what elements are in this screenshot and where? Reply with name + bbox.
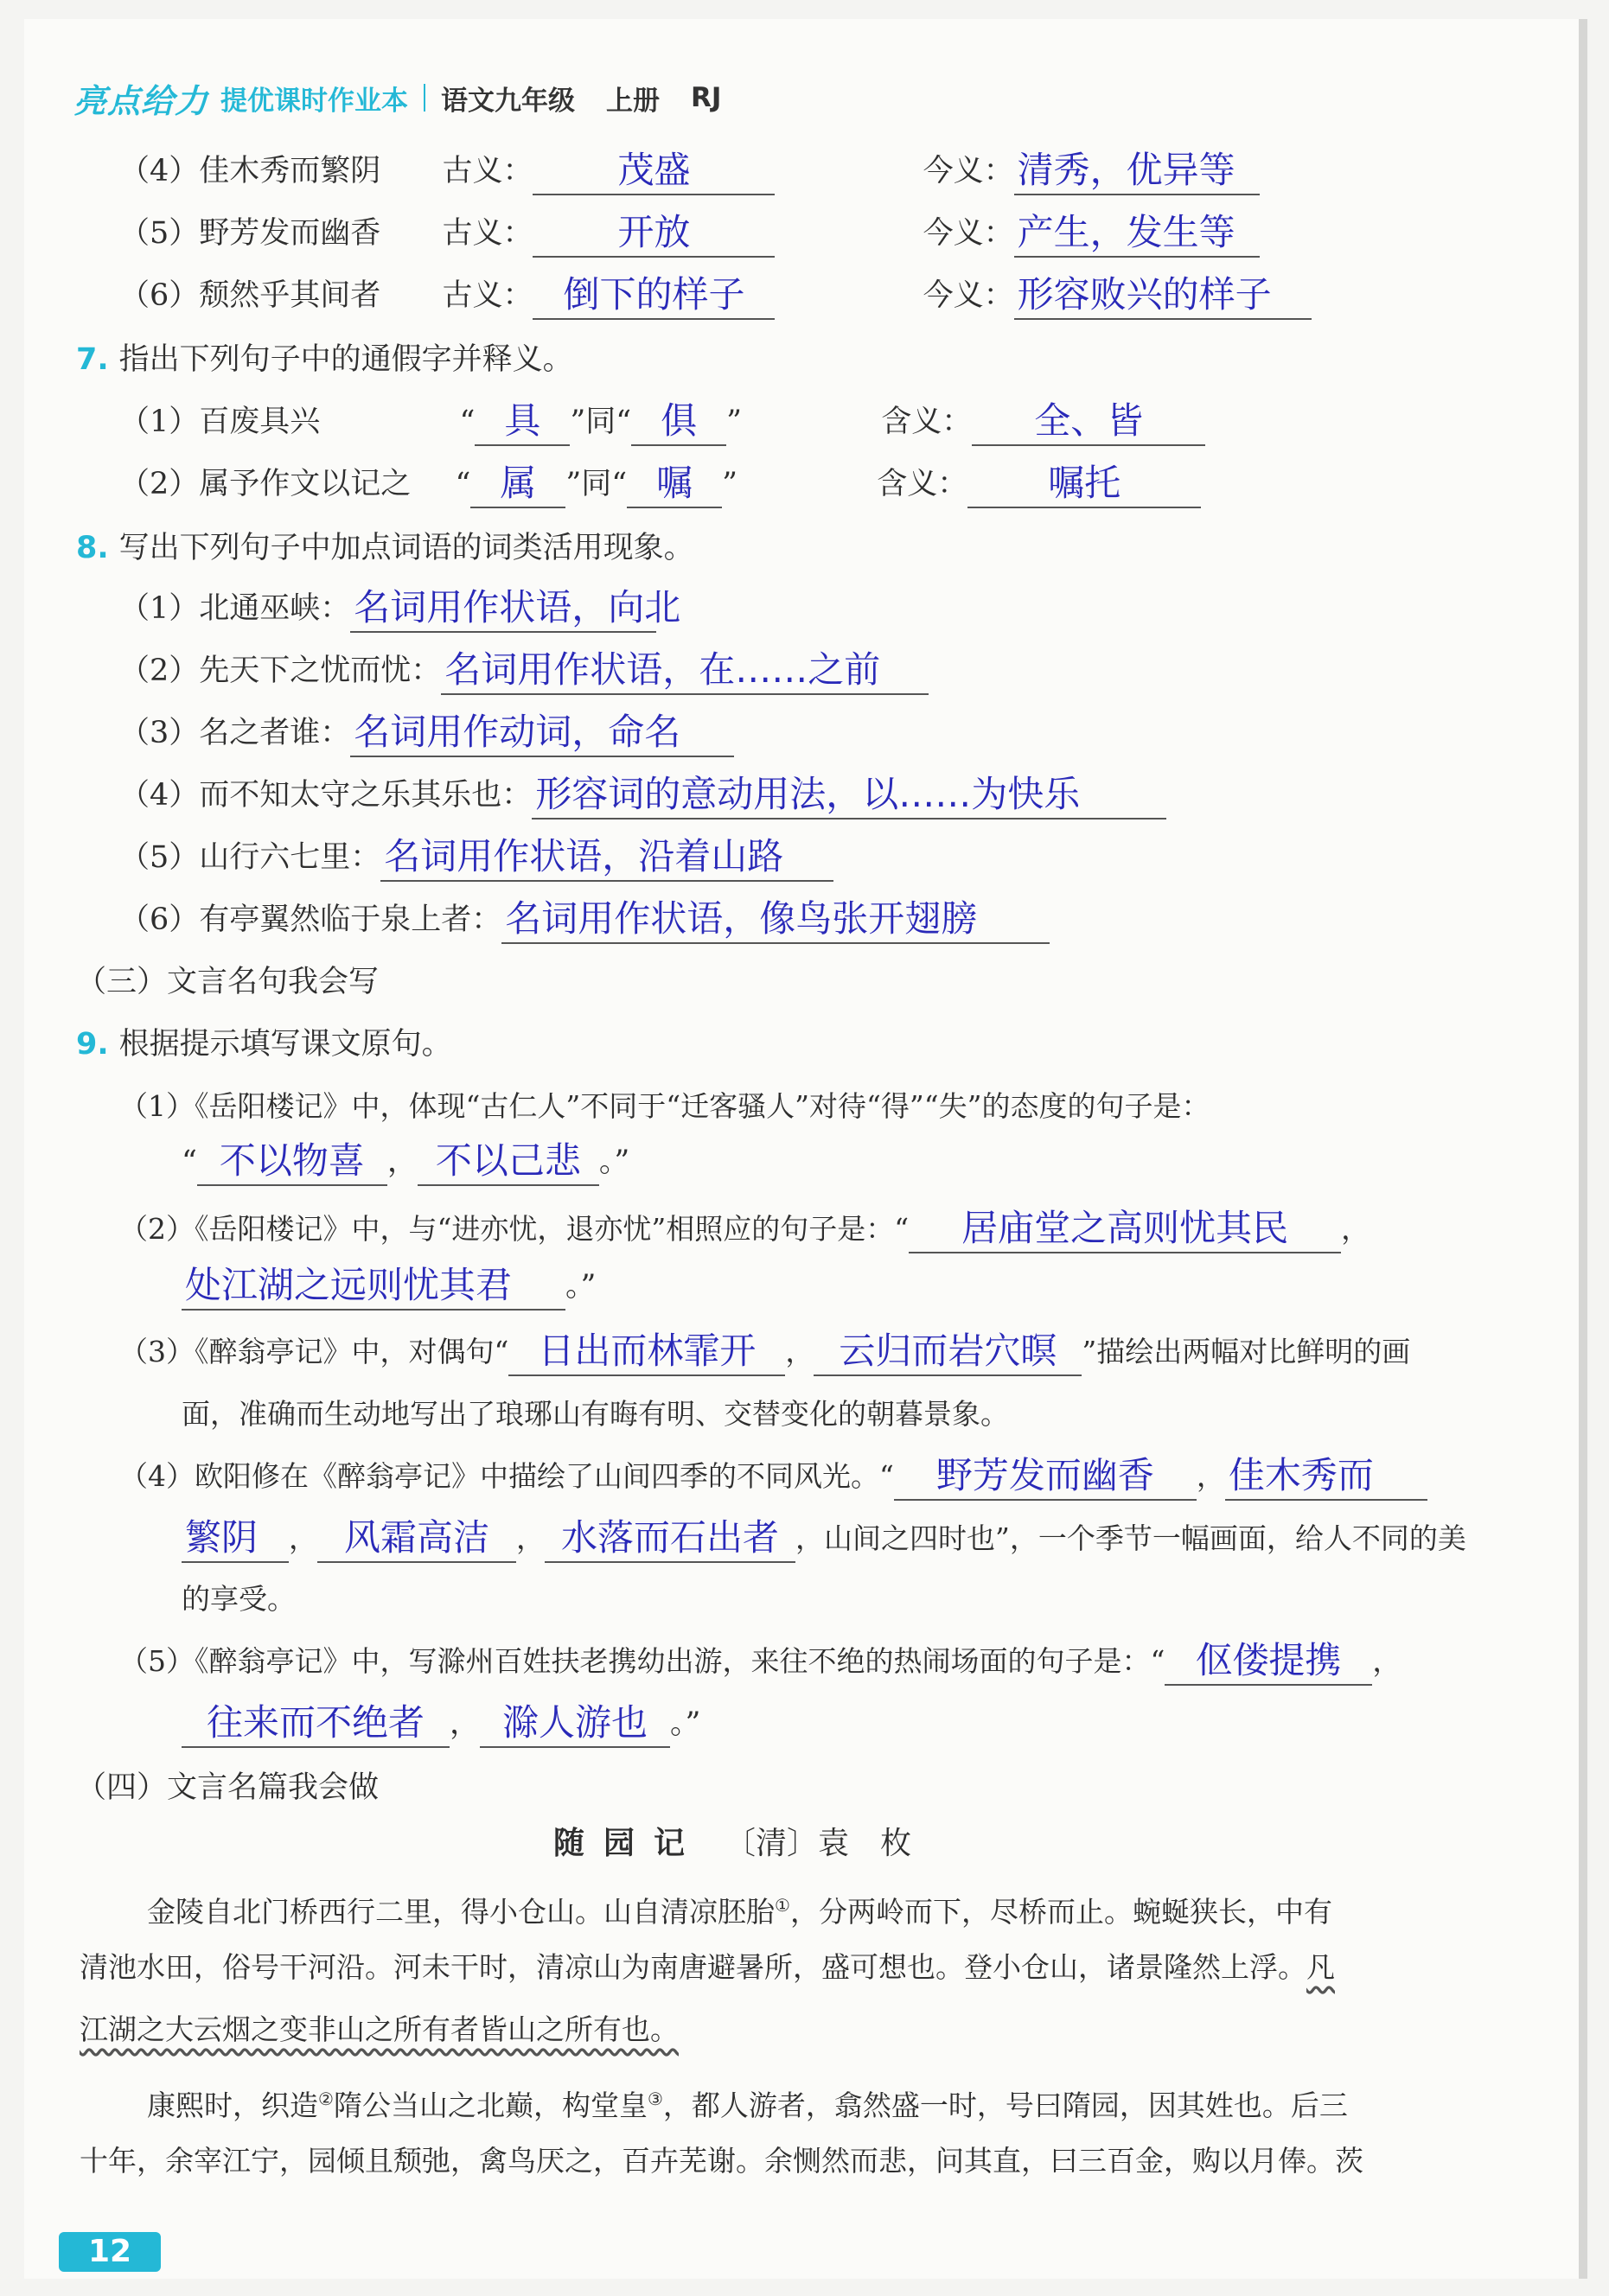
q8-item-6: （6）有亭翼然临于泉上者：名词用作状语，像鸟张开翅膀: [119, 896, 1050, 944]
answer-blank[interactable]: 日出而林霏开: [508, 1328, 785, 1376]
q8-item-5: （5）山行六七里：名词用作状语，沿着山路: [119, 833, 833, 882]
brand-logo: 亮点给力: [73, 81, 209, 120]
passage-line: 清池水田，俗号干河沿。河未干时，清凉山为南唐避暑所，盛可想也。登小仓山，诸景隆然上浮。凡: [80, 1950, 1335, 1984]
book-volume: 上册: [606, 85, 661, 117]
q8-item-1: （1）北通巫峡：名词用作状语，向北: [119, 584, 656, 633]
answer-blank[interactable]: 佳木秀而: [1225, 1452, 1427, 1501]
answer-blank[interactable]: 全、皆: [972, 398, 1205, 446]
answer-blank[interactable]: 云归而岩穴暝: [814, 1328, 1082, 1376]
answer-blank[interactable]: 茂盛: [533, 147, 775, 195]
section-heading: （四）文言名篇我会做: [76, 1770, 380, 1805]
q8-prompt: 8. 写出下列句子中加点词语的词类活用现象。: [76, 531, 694, 565]
answer-blank[interactable]: 嘱: [627, 460, 722, 508]
passage-line: 金陵自北门桥西行二里，得小仓山。山自清凉胚胎①，分两岭而下，尽桥而止。蜿蜒狭长，中有: [147, 1895, 1332, 1929]
answer-blank[interactable]: 往来而不绝者: [182, 1700, 450, 1748]
answer-blank[interactable]: 名词用作状语，向北: [350, 584, 656, 633]
answer-blank[interactable]: 伛偻提携: [1165, 1637, 1372, 1686]
q8-item-3: （3）名之者谁：名词用作动词，命名: [119, 709, 734, 757]
passage-title: 随园记 〔清〕袁 枚: [553, 1825, 912, 1861]
answer-blank[interactable]: 不以己悲: [418, 1138, 599, 1186]
answer-blank[interactable]: 名词用作状语，在……之前: [441, 647, 929, 695]
q8-item-2: （2）先天下之忧而忧：名词用作状语，在……之前: [119, 647, 929, 695]
answer-blank[interactable]: 处江湖之远则忧其君: [182, 1262, 565, 1311]
q9-item-1-answer: “ 不以物喜 ， 不以己悲 。”: [182, 1138, 629, 1186]
answer-blank[interactable]: 开放: [533, 209, 775, 258]
footnote-mark: ③: [647, 2089, 663, 2109]
q6-item-5: （5）野芳发而幽香 古义： 开放 今义：产生，发生等: [119, 209, 1260, 258]
q8-item-4: （4）而不知太守之乐其乐也：形容词的意动用法，以……为快乐: [119, 771, 1166, 820]
answer-blank[interactable]: 产生，发生等: [1014, 209, 1260, 258]
page-edge: [1579, 19, 1587, 2279]
answer-blank[interactable]: 具: [475, 398, 570, 446]
q7-prompt: 7. 指出下列句子中的通假字并释义。: [76, 342, 573, 377]
q9-item-4: （4）欧阳修在《醉翁亭记》中描绘了山间四季的不同风光。“ 野芳发而幽香 ，佳木秀而: [119, 1452, 1427, 1501]
answer-blank[interactable]: 名词用作状语，沿着山路: [380, 833, 833, 882]
section-heading: （三）文言名句我会写: [76, 965, 380, 999]
answer-blank[interactable]: 繁阴: [182, 1515, 289, 1563]
answer-blank[interactable]: 形容词的意动用法，以……为快乐: [532, 771, 1166, 820]
passage-line: 康熙时，织造②隋公当山之北巅，构堂皇③，都人游者，翕然盛一时，号曰隋园，因其姓也。后三: [147, 2089, 1348, 2122]
q7-item-2: （2）属予作文以记之 “ 属 ”同“ 嘱 ” 含义： 嘱托: [119, 460, 1201, 508]
answer-blank[interactable]: 不以物喜: [197, 1138, 387, 1186]
q9-item-3-cont: 面，准确而生动地写出了琅琊山有晦有明、交替变化的朝暮景象。: [182, 1397, 1009, 1431]
q9-item-4-cont2: 的享受。: [182, 1582, 296, 1616]
q9-item-1: （1）《岳阳楼记》中，体现“古仁人”不同于“迁客骚人”对待“得”“失”的态度的句子是：: [119, 1089, 1210, 1123]
answer-blank[interactable]: 俱: [631, 398, 726, 446]
answer-blank[interactable]: 野芳发而幽香: [894, 1452, 1197, 1501]
book-edition: RJ: [691, 82, 722, 113]
header-divider: [424, 84, 425, 112]
book-subtitle: 提优课时作业本: [220, 85, 409, 117]
answer-blank[interactable]: 形容败兴的样子: [1014, 271, 1312, 320]
answer-blank[interactable]: 滁人游也: [480, 1700, 670, 1748]
answer-blank[interactable]: 风霜高洁: [317, 1515, 516, 1563]
answer-blank[interactable]: 名词用作状语，像鸟张开翅膀: [501, 896, 1050, 944]
answer-blank[interactable]: 居庙堂之高则忧其民: [909, 1205, 1341, 1253]
footnote-mark: ①: [775, 1895, 790, 1916]
q9-item-2-answer: 处江湖之远则忧其君 。”: [182, 1262, 596, 1311]
answer-blank[interactable]: 嘱托: [967, 460, 1201, 508]
q6-item-6: （6）颓然乎其间者 古义： 倒下的样子 今义：形容败兴的样子: [119, 271, 1312, 320]
passage-line: 十年，余宰江宁，园倾且颓弛，禽鸟厌之，百卉芜谢。余恻然而悲，问其直，曰三百金，购以月俸。茨: [80, 2144, 1363, 2178]
q9-item-5: （5）《醉翁亭记》中，写滁州百姓扶老携幼出游，来往不绝的热闹场面的句子是：“ 伛偻提携 ，: [119, 1637, 1401, 1686]
footnote-mark: ②: [318, 2089, 334, 2109]
q9-item-4-cont: 繁阴 ， 风霜高洁 ， 水落而石出者 ，山间之四时也”，一个季节一幅画面，给人不同的美: [182, 1515, 1466, 1563]
answer-blank[interactable]: 水落而石出者: [545, 1515, 795, 1563]
book-title: 语文九年级: [441, 85, 576, 117]
q9-item-5-answer: 往来而不绝者 ， 滁人游也 。”: [182, 1700, 700, 1748]
q7-item-1: （1）百废具兴 “ 具 ”同“ 俱 ” 含义： 全、皆: [119, 398, 1205, 446]
q9-item-3: （3）《醉翁亭记》中，对偶句“ 日出而林霏开 ， 云归而岩穴暝 ”描绘出两幅对比鲜明的画: [119, 1328, 1410, 1376]
q9-item-2: （2）《岳阳楼记》中，与“进亦忧，退亦忧”相照应的句子是：“ 居庙堂之高则忧其民 ，: [119, 1205, 1370, 1253]
q9-prompt: 9. 根据提示填写课文原句。: [76, 1027, 452, 1062]
passage-line: 江湖之大云烟之变非山之所有者皆山之所有也。: [80, 2012, 679, 2046]
answer-blank[interactable]: 清秀，优异等: [1014, 147, 1260, 195]
answer-blank[interactable]: 名词用作动词，命名: [350, 709, 734, 757]
header: [73, 76, 721, 119]
answer-blank[interactable]: 属: [470, 460, 565, 508]
q6-item-4: （4）佳木秀而繁阴 古义： 茂盛 今义：清秀，优异等: [119, 147, 1260, 195]
answer-blank[interactable]: 倒下的样子: [533, 271, 775, 320]
page-number: 12: [59, 2232, 161, 2272]
